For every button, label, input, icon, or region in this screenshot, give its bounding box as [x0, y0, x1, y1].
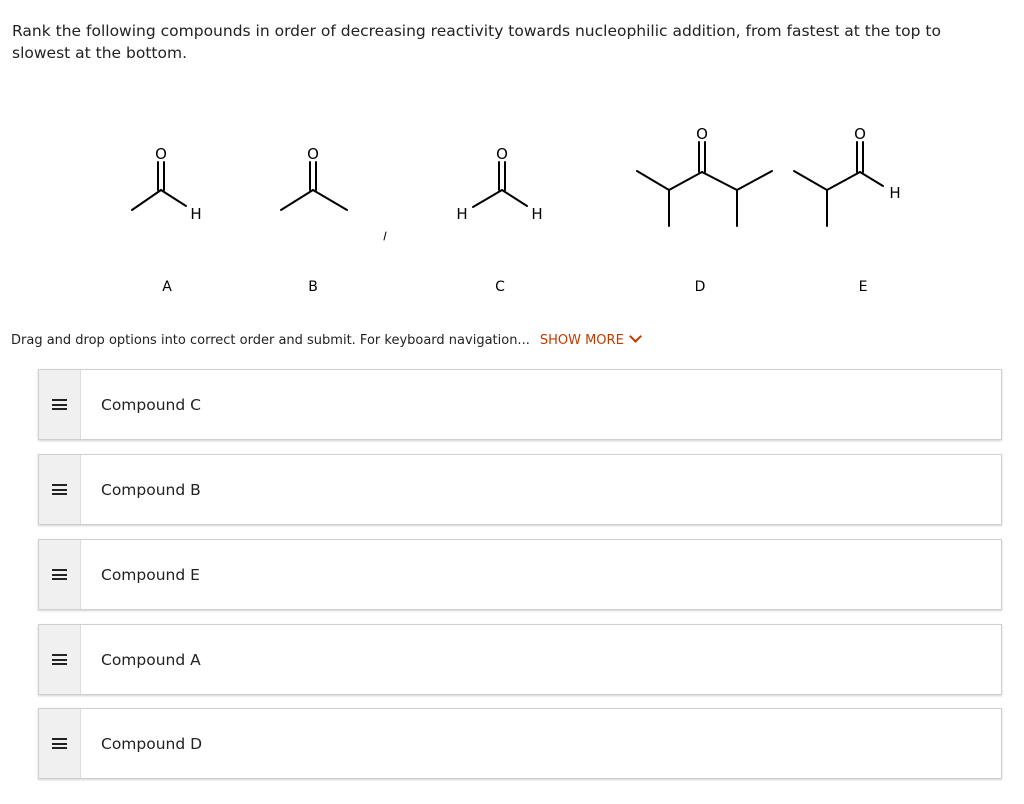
molecule-label-d: D	[694, 279, 706, 295]
drag-handle-icon[interactable]	[52, 738, 67, 749]
atom-o-b: O	[307, 145, 319, 163]
drag-handle[interactable]	[39, 709, 81, 778]
drag-handle[interactable]	[39, 625, 81, 694]
ranking-item[interactable]	[38, 539, 1002, 610]
ranking-item-label: Compound B	[101, 480, 201, 499]
drag-handle-icon[interactable]	[52, 569, 67, 580]
ranking-item-label: Compound E	[101, 565, 200, 584]
molecule-label-c: C	[495, 279, 505, 295]
drag-handle[interactable]	[39, 540, 81, 609]
molecule-figure	[0, 110, 1024, 310]
ranking-item-label: Compound A	[101, 650, 201, 669]
atom-o-c: O	[496, 145, 508, 163]
show-more-label[interactable]: SHOW MORE	[539, 333, 624, 348]
ranking-item[interactable]	[38, 708, 1002, 779]
show-more-link[interactable]	[540, 333, 640, 348]
ranking-item-label: Compound C	[101, 395, 201, 414]
molecule-label-e: E	[858, 279, 868, 295]
atom-h1-c: H	[456, 205, 468, 223]
ranking-item-label: Compound D	[101, 734, 203, 753]
ranking-item[interactable]	[38, 454, 1002, 525]
drag-handle-icon[interactable]	[52, 484, 67, 495]
atom-h-e: H	[889, 184, 901, 202]
instructions	[11, 333, 640, 348]
question-text: Rank the following compounds in order of decreasing reactivity towards nucleophilic addition, from fastest at the top to slowest at the bottom.	[12, 22, 941, 62]
atom-o-a: O	[155, 145, 167, 163]
molecule-structures	[0, 110, 1024, 310]
drag-handle-icon[interactable]	[52, 399, 67, 410]
molecule-label-a: A	[162, 279, 172, 295]
chevron-down-icon[interactable]	[629, 330, 642, 343]
molecule-label-b: B	[308, 279, 318, 295]
atom-o-d: O	[696, 125, 708, 143]
drag-handle[interactable]	[39, 370, 81, 439]
ranking-item[interactable]	[38, 369, 1002, 440]
instructions-text: Drag and drop options into correct order and submit. For keyboard navigation...	[11, 333, 530, 348]
drag-handle[interactable]	[39, 455, 81, 524]
atom-h2-c: H	[531, 205, 543, 223]
atom-o-e: O	[854, 125, 866, 143]
atom-h-a: H	[190, 205, 202, 223]
ranking-item[interactable]	[38, 624, 1002, 695]
drag-handle-icon[interactable]	[52, 654, 67, 665]
